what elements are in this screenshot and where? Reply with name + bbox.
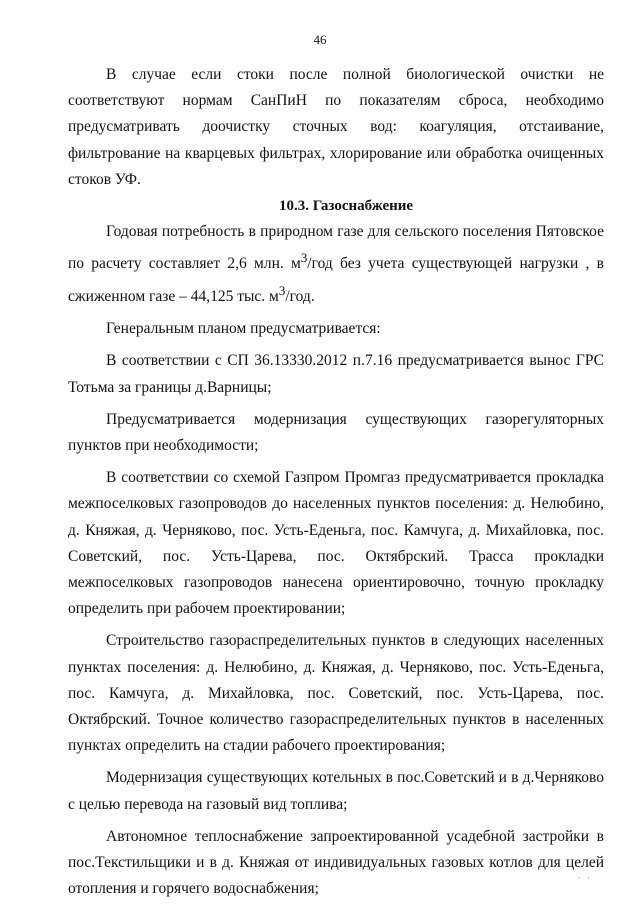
paragraph-general-plan-intro: Генеральным планом предусматривается: bbox=[106, 320, 381, 338]
paragraph-gas-demand bbox=[68, 219, 604, 310]
scan-mark: · · bbox=[577, 873, 592, 883]
measure-grp-modernization: Предусматривается модернизация существующих газорегуляторных пунктов при необходимости; bbox=[68, 410, 604, 454]
document-body bbox=[68, 62, 604, 902]
gas-demand-text-before: Годовая потребность в природном газе для сельского поселения Пятовское по расчету составляет 2,6 млн. м bbox=[68, 223, 604, 273]
measure-boiler-modernization: Модернизация существующих котельных в пос.Советский и в д.Черняково с целью перевода на газовый вид топлива; bbox=[68, 769, 604, 813]
measure-grs-relocation: В соответствии с СП 36.13330.2012 п.7.16 предусматривается вынос ГРС Тотьма за границы д.Варницы; bbox=[68, 352, 604, 396]
paragraph-wastewater-treatment: В случае если стоки после полной биологической очистки не соответствуют нормам СанПиН по показателям сброса, необходимо предусматривать доочистку сточных вод: коагуляция, отстаивание, фильтрование на кварцевых фильтрах, хлорирование или обработка очищенных стоков УФ. bbox=[68, 66, 604, 188]
superscript-cubic-2: 3 bbox=[278, 282, 286, 298]
gas-demand-text-middle: /год без учета существующей нагрузки , в сжиженном газе – 44,125 тыс. м bbox=[68, 255, 604, 305]
measure-autonomous-heating: Автономное теплоснабжение запроектированной усадебной застройки в пос.Текстильщики и в д. Княжая от индивидуальных газовых котлов для целей отопления и горячего водоснабжения; bbox=[68, 827, 604, 898]
measure-gas-distribution-points: Строительство газораспределительных пунктов в следующих населенных пунктах поселения: д. Нелюбино, д. Княжая, д. Черняково, пос. Усть-Еденьга, пос. Камчуга, д. Михайловка, пос. Советский, пос. Усть-Царева, пос. Октябрский. Точное количество газораспределительных пунктов в населенных пунктах определить на стадии рабочего проектирования; bbox=[68, 632, 604, 755]
section-heading: 10.3. Газоснабжение bbox=[278, 198, 414, 215]
page-number: 46 bbox=[313, 32, 327, 47]
gas-demand-text-after: /год. bbox=[285, 287, 315, 305]
superscript-cubic: 3 bbox=[300, 250, 308, 266]
measure-gas-pipelines: В соответствии со схемой Газпром Промгаз предусматривается прокладка межпоселковых газопроводов до населенных пунктов поселения: д. Нелюбино, д. Княжая, д. Черняково, пос. Усть-Еденьга, пос. Камчуга, д. Михайловка, пос. Советский, пос. Усть-Царева, пос. Октябрский. Трасса прокладки межпоселковых газопроводов нанесена ориентировочно, точную прокладку определить при рабочем проектировании; bbox=[68, 469, 604, 618]
